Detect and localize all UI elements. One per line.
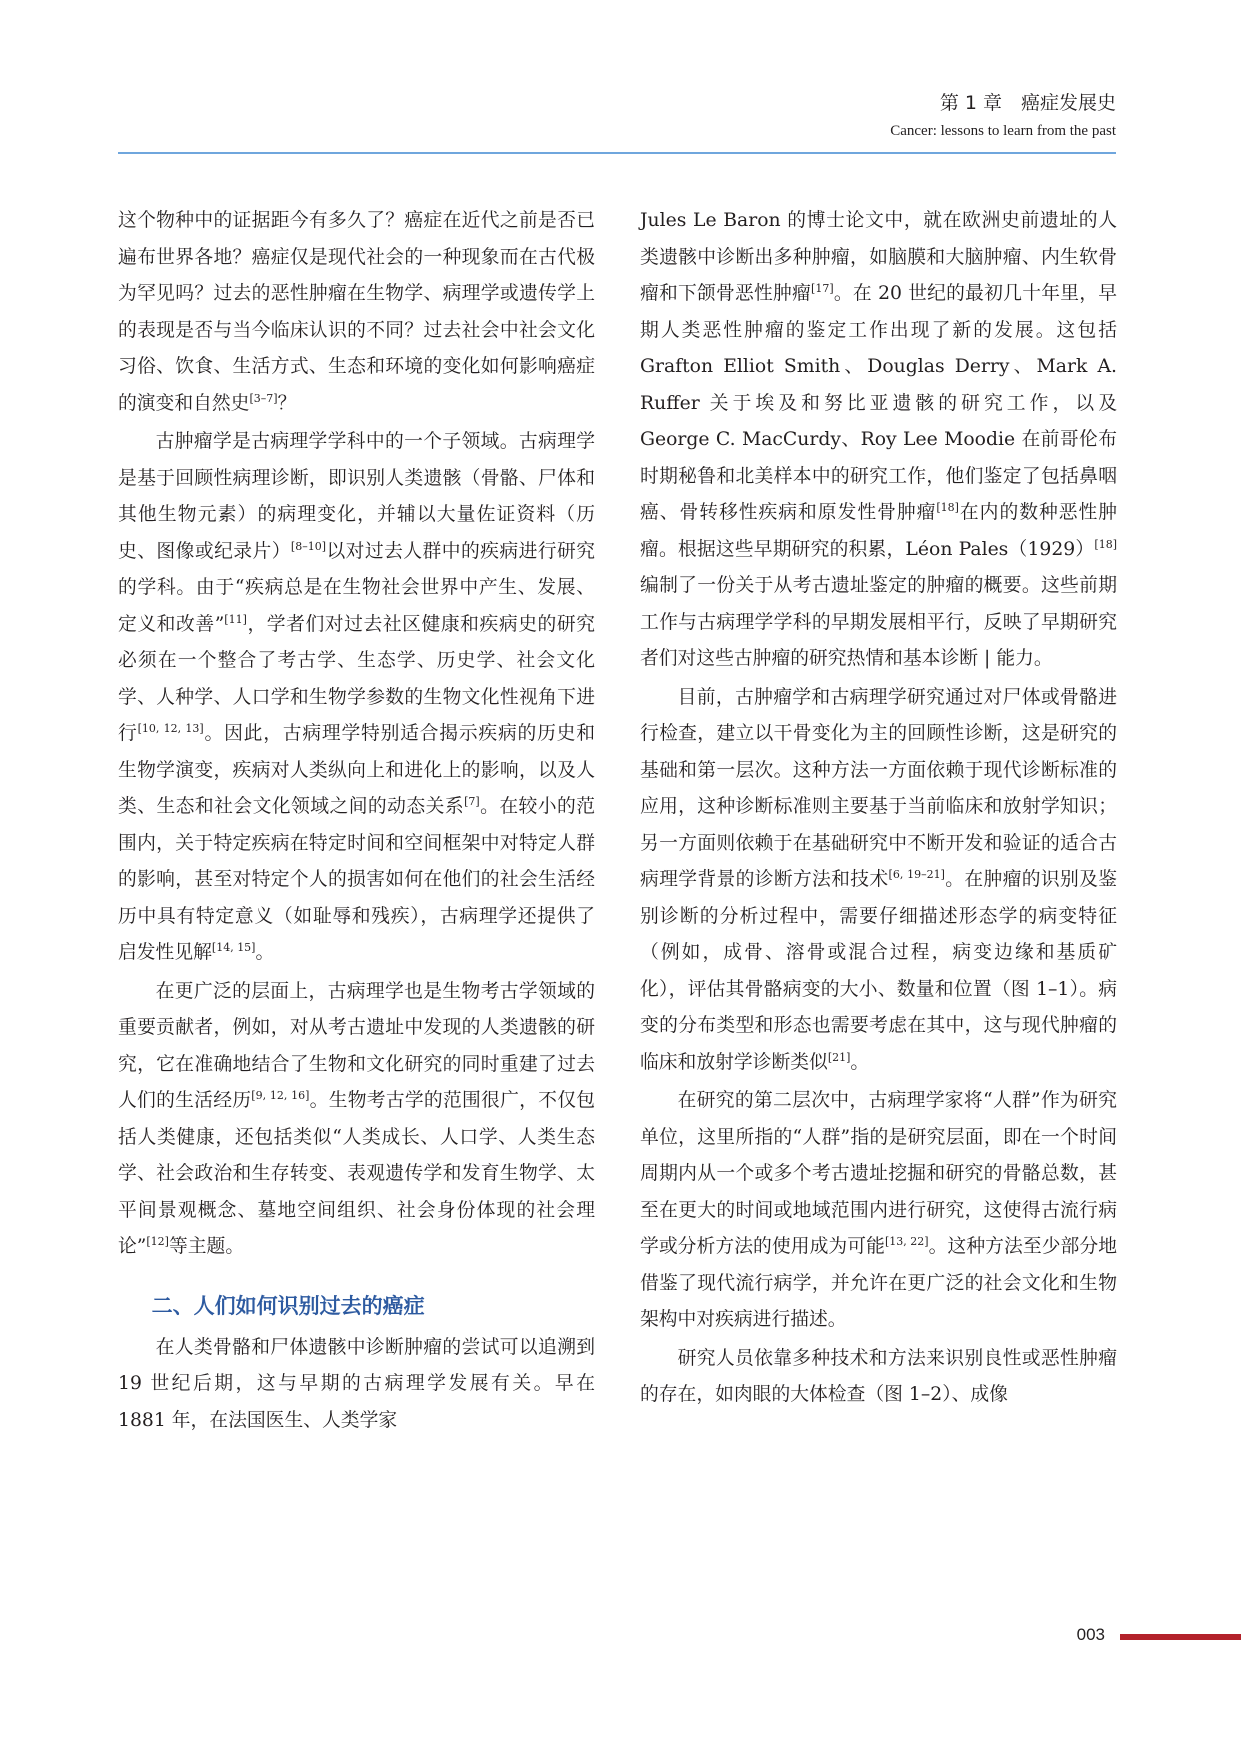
text: 研究人员依靠多种技术和方法来识别良性或恶性肿瘤的存在，如肉眼的大体检查（图 1–2）、成像 — [640, 1347, 1117, 1405]
citation: [7] — [464, 795, 480, 808]
text: 编制了一份关于从考古遗址鉴定的肿瘤的概要。这些前期工作与古病理学学科的早期发展相平行，反映了早期研究者们对这些古肿瘤的研究热情和基本诊断 | 能力。 — [640, 575, 1117, 669]
citation: [18] — [1094, 537, 1117, 551]
citation: [11] — [224, 612, 247, 626]
citation: [14, 15] — [211, 941, 256, 954]
text: 目前，古肿瘤学和古病理学研究通过对尸体或骨骼进行检查，建立以干骨变化为主的回顾性诊断，这是研究的基础和第一层次。这种方法一方面依赖于现代诊断标准的应用，这种诊断标准则主要基于当前临床和放射学知识；另一方面则依赖于在基础研究中不断开发和验证的适合古病理学背景的诊断方法和技术 — [640, 686, 1117, 890]
paragraph — [640, 680, 1117, 1082]
text: ，学者们对过去社区健康和疾病史的研究必须在一个整合了考古学、生态学、历史学、社会文化学、人种学、人口学和生物学参数的生物文化性视角下进行 — [118, 613, 595, 744]
citation: [12] — [146, 1235, 169, 1248]
paragraph — [640, 1341, 1117, 1414]
chapter-title: 第 1 章 癌症发展史 — [939, 92, 1116, 114]
text: 。 — [850, 1051, 870, 1073]
paragraph — [640, 203, 1117, 678]
footer-accent-bar — [1120, 1634, 1241, 1640]
citation: [3–7] — [249, 391, 278, 405]
chapter-subtitle: Cancer: lessons to learn from the past — [890, 123, 1116, 139]
text: 。因此，古病理学特别适合揭示疾病的历史和生物学演变，疾病对人类纵向上和进化上的影响，以及人类、生态和社会文化领域之间的动态关系 — [118, 723, 596, 817]
text: 。 — [255, 942, 275, 963]
citation: [18] — [936, 501, 959, 514]
paragraph — [118, 203, 595, 422]
text: 等主题。 — [168, 1236, 245, 1257]
left-column — [118, 203, 595, 1439]
text: 这个物种中的证据距今有多久了？癌症在近代之前是否已遍布世界各地？癌症仅是现代社会的一种现象而在古代极为罕见吗？过去的恶性肿瘤在生物学、病理学或遗传学上的表现是否与当今临床认识的不同？过去社会中社会文化习俗、饮食、生活方式、生态和环境的变化如何影响癌症的演变和自然史 — [118, 210, 595, 414]
paragraph — [640, 1083, 1117, 1339]
text: 在内的数种恶性肿瘤。根据这些早期研究的积累，Léon Pales（1929） — [640, 502, 1118, 560]
text: 在人类骨骼和尸体遗骸中诊断肿瘤的尝试可以追溯到 19 世纪后期，这与早期的古病理学发展有关。早在 1881 年，在法国医生、人类学家 — [118, 1336, 595, 1431]
text: 以对过去人群中的疾病进行研究的学科。由于“疾病总是在生物社会世界中产生、发展、定义和改善” — [118, 540, 596, 635]
header-rule — [118, 152, 1116, 154]
text: 。生物考古学的范围很广，不仅包括人类健康，还包括类似“人类成长、人口学、人类生态学、社会政治和生存转变、表观遗传学和发育生物学、太平间景观概念、墓地空间组织、社会身份体现的社会理论” — [118, 1090, 596, 1257]
citation: [8–10] — [290, 539, 327, 553]
text: Jules Le Baron 的博士论文中，就在欧洲史前遗址的人类遗骸中诊断出多种肿瘤，如脑膜和大脑肿瘤、内生软骨瘤和下颌骨恶性肿瘤 — [640, 210, 1117, 304]
section-heading: 二、人们如何识别过去的癌症 — [151, 1293, 425, 1318]
text: 。在肿瘤的识别及鉴别诊断的分析过程中，需要仔细描述形态学的病变特征（例如，成骨、溶骨或混合过程，病变边缘和基质矿化），评估其骨骼病变的大小、数量和位置（图 1–1）。病变的分布类型和形态也需要考虑在其中，这与现代肿瘤的临床和放射学诊断类似 — [640, 869, 1117, 1073]
citation: [10, 12, 13] — [137, 722, 204, 735]
citation: [13, 22] — [884, 1235, 929, 1248]
paragraph — [118, 1330, 595, 1440]
paragraph — [118, 974, 595, 1266]
citation: [17] — [811, 282, 834, 295]
text: 。在较小的范围内，关于特定疾病在特定时间和空间框架中对特定人群的影响，甚至对特定个人的损害如何在他们的社会生活经历中具有特定意义（如耻辱和残疾），古病理学还提供了启发性见解 — [118, 796, 596, 963]
text: 古肿瘤学是古病理学学科中的一个子领域。古病理学是基于回顾性病理诊断，即识别人类遗骸（骨骼、尸体和其他生物元素）的病理变化，并辅以大量佐证资料（历史、图像或纪录片） — [118, 431, 595, 562]
citation: [21] — [827, 1050, 851, 1064]
citation: [6, 19–21] — [888, 868, 945, 881]
text: 。在 20 世纪的最初几十年里，早期人类恶性肿瘤的鉴定工作出现了新的发展。这包括 Grafton Elliot Smith、Douglas Derry、Mark A. Ruffer 关于埃及和努比亚遗骸的研究工作，以及 George C. MacCurdy、Roy Lee Moodie 在前哥伦布时期秘鲁和北美样本中的研究工作，他们鉴定了包括鼻咽癌、骨转移性疾病和原发性骨肿瘤 — [640, 283, 1117, 523]
page-number: 003 — [1076, 1625, 1105, 1644]
text: ？ — [277, 392, 297, 414]
citation: [9, 12, 16] — [251, 1089, 310, 1102]
running-header — [890, 88, 1116, 140]
paragraph — [118, 424, 595, 972]
right-column — [640, 203, 1117, 1414]
text: 。这种方法至少部分地借鉴了现代流行病学，并允许在更广泛的社会文化和生物架构中对疾病进行描述。 — [640, 1236, 1118, 1330]
text: 在研究的第二层次中，古病理学家将“人群”作为研究单位，这里所指的“人群”指的是研究层面，即在一个时间周期内从一个或多个考古遗址挖掘和研究的骨骼总数，甚至在更大的时间或地域范围内进行研究，这使得古流行病学或分析方法的使用成为可能 — [640, 1090, 1117, 1257]
text: 在更广泛的层面上，古病理学也是生物考古学领域的重要贡献者，例如，对从考古遗址中发现的人类遗骸的研究，它在准确地结合了生物和文化研究的同时重建了过去人们的生活经历 — [118, 980, 595, 1111]
